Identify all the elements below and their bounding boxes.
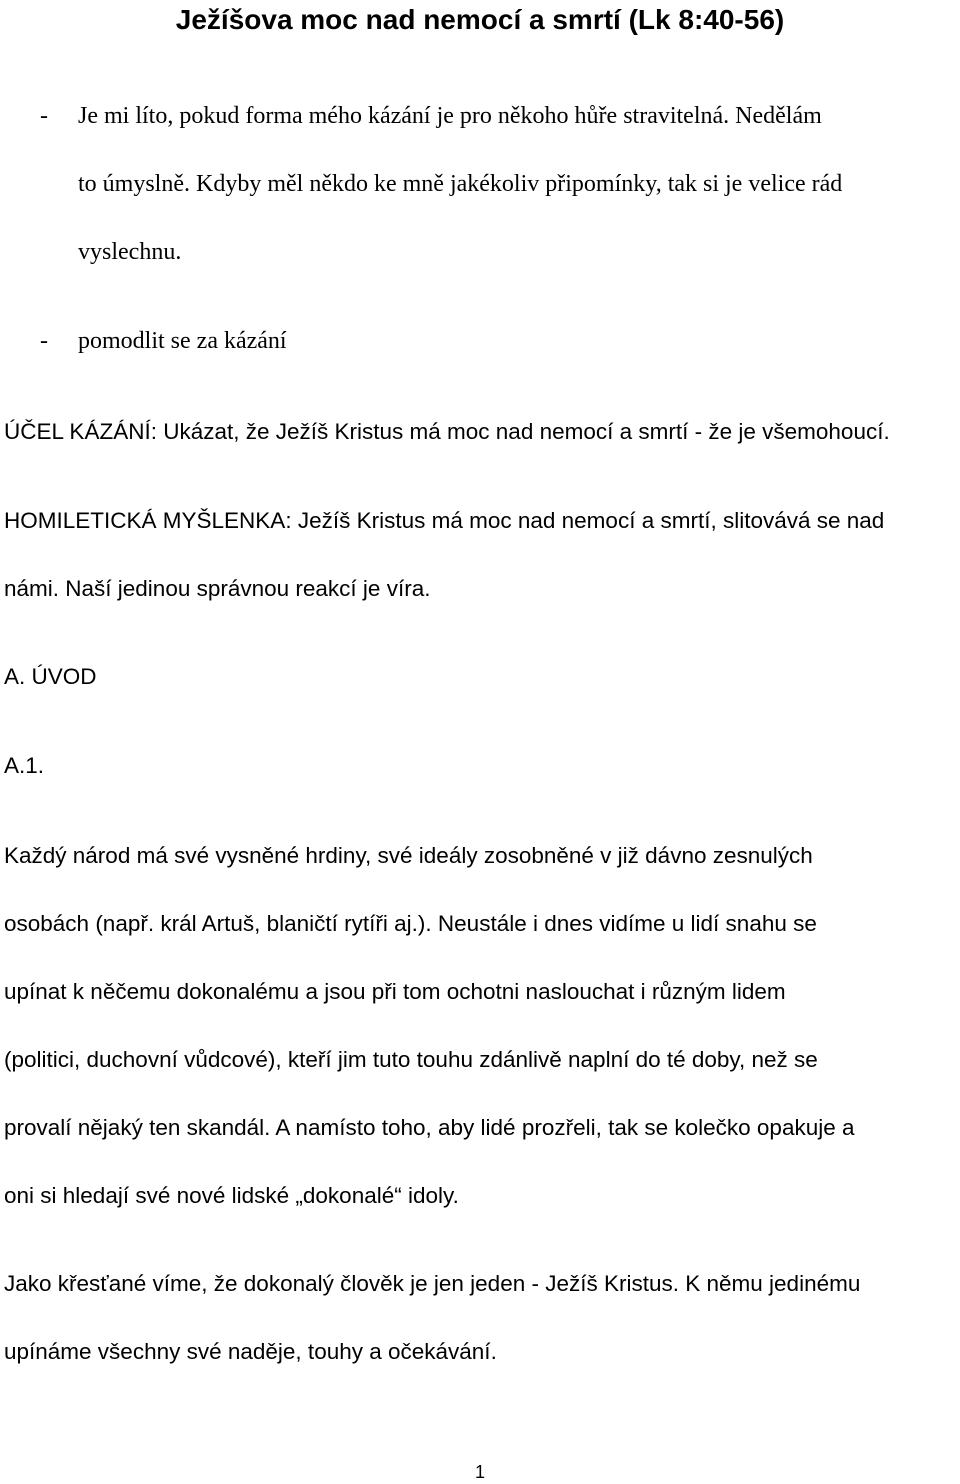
text-line: Každý národ má své vysněné hrdiny, své ideály zosobněné v již dávno zesnulých [4, 843, 813, 868]
section-heading [4, 643, 960, 711]
text-line: A. ÚVOD [4, 664, 97, 689]
subsection-heading [4, 732, 960, 800]
list-item-text [78, 82, 955, 286]
text-line: to úmyslně. Kdyby měl někdo ke mně jakékoliv připomínky, tak si je velice rád [78, 171, 843, 197]
text-line: upínáme všechny své naděje, touhy a očekávání. [4, 1339, 497, 1364]
body-paragraph [4, 822, 960, 1230]
purpose-paragraph [4, 398, 960, 466]
text-line: pomodlit se za kázání [78, 328, 287, 354]
list-dash: - [40, 328, 48, 354]
list-item-text [78, 307, 955, 375]
document-title: Ježíšova moc nad nemocí a smrtí (Lk 8:40-56) [175, 4, 785, 35]
text-line: oni si hledají své nové lidské „dokonalé“ idoly. [4, 1183, 459, 1208]
text-line: (politici, duchovní vůdcové), kteří jim tuto touhu zdánlivě naplní do té doby, než se [4, 1047, 818, 1072]
text-line: A.1. [4, 753, 45, 778]
text-line: vyslechnu. [78, 239, 182, 265]
body-paragraph [4, 1250, 960, 1386]
page-number: 1 [474, 1462, 485, 1482]
list-item [40, 307, 955, 375]
text-line: osobách (např. král Artuš, blaničtí rytíři aj.). Neustále i dnes vidíme u lidí snahu se [4, 911, 817, 936]
text-line: HOMILETICKÁ MYŠLENKA: Ježíš Kristus má moc nad nemocí a smrtí, slitovává se nad [4, 508, 885, 533]
text-line: provalí nějaký ten skandál. A namísto toho, aby lidé prozřeli, tak se kolečko opakuje a [4, 1115, 855, 1140]
homiletic-idea-paragraph [4, 487, 960, 623]
text-line: upínat k něčemu dokonalému a jsou při tom ochotni naslouchat i různým lidem [4, 979, 786, 1004]
text-line: Je mi líto, pokud forma mého kázání je pro někoho hůře stravitelná. Nedělám [78, 103, 822, 129]
text-line: ÚČEL KÁZÁNÍ: Ukázat, že Ježíš Kristus má moc nad nemocí a smrtí - že je všemohoucí. [4, 419, 890, 444]
list-item [40, 82, 955, 286]
text-line: Jako křesťané víme, že dokonalý člověk je jen jeden - Ježíš Kristus. K němu jedinému [4, 1271, 861, 1296]
list-dash: - [40, 103, 48, 129]
text-line: námi. Naší jedinou správnou reakcí je víra. [4, 576, 431, 601]
